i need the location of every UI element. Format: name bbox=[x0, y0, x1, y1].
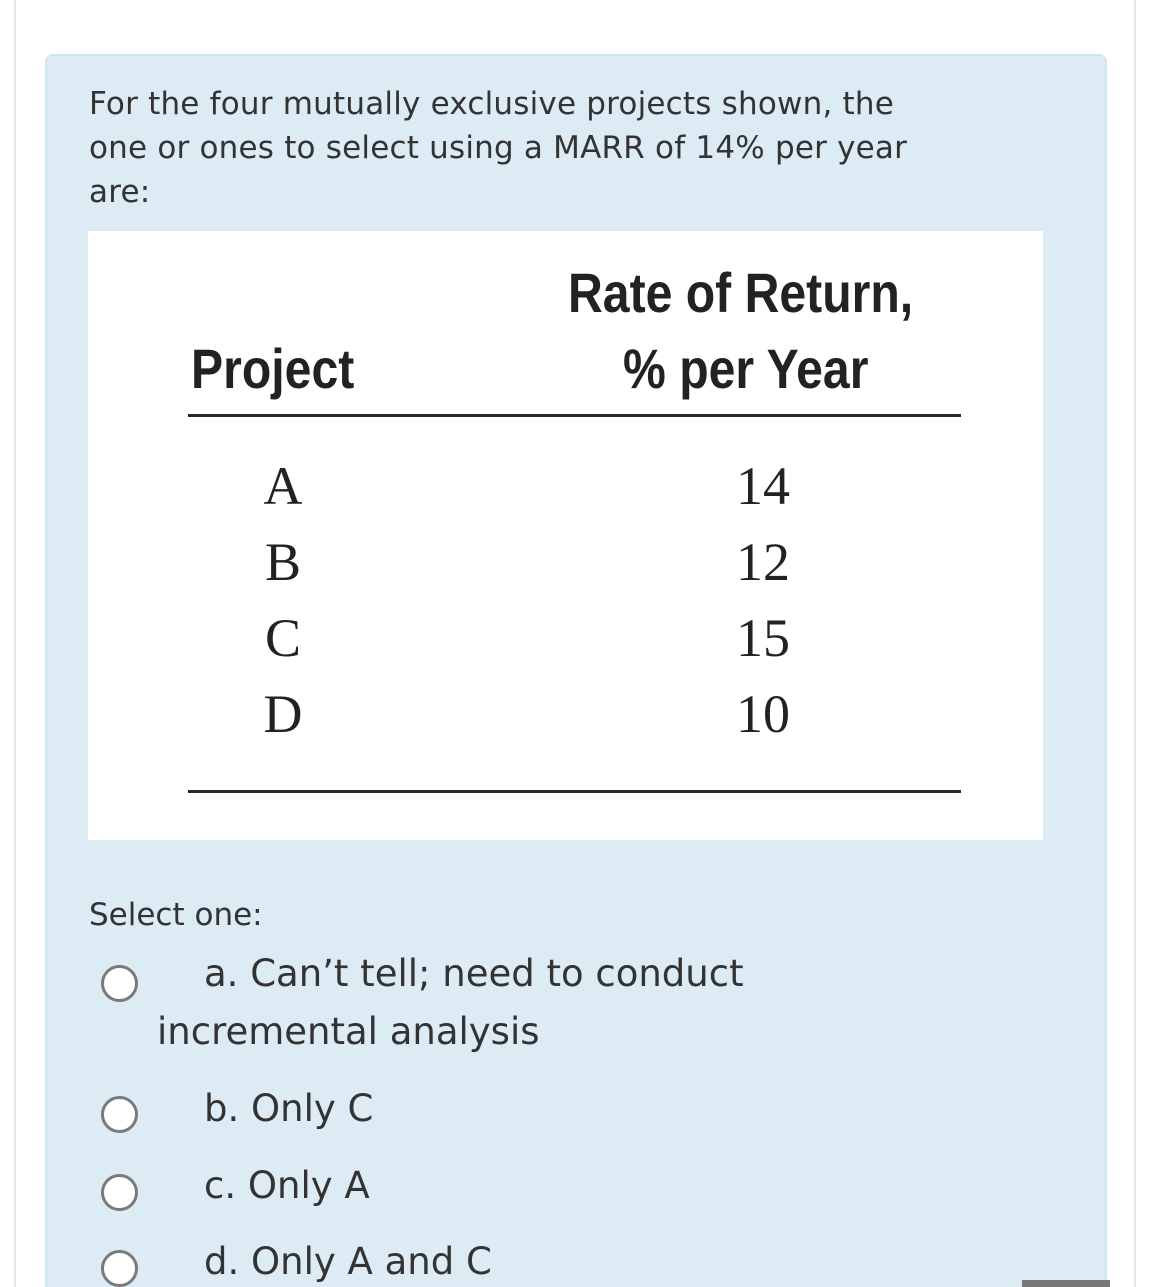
question-line-1: For the four mutually exclusive projects shown, the bbox=[89, 86, 895, 122]
option-b-label[interactable]: b. Only C bbox=[204, 1087, 374, 1130]
option-c-label[interactable]: c. Only A bbox=[204, 1164, 370, 1207]
page-frame-right bbox=[1134, 0, 1136, 1287]
radio-option-b[interactable] bbox=[101, 1096, 138, 1133]
table-header-project: Project bbox=[191, 337, 355, 400]
radio-option-d[interactable] bbox=[101, 1250, 138, 1287]
table-cell-rate: 14 bbox=[736, 456, 790, 516]
table-bottom-rule bbox=[188, 790, 961, 793]
rate-of-return-table bbox=[88, 231, 1043, 840]
option-a-label-continued[interactable]: incremental analysis bbox=[157, 1010, 540, 1053]
table-cell-project: B bbox=[264, 532, 302, 592]
table-cell-rate: 12 bbox=[736, 532, 790, 592]
question-line-3: are: bbox=[89, 174, 151, 210]
table-cell-rate: 10 bbox=[736, 684, 790, 744]
select-one-label: Select one: bbox=[89, 897, 263, 933]
radio-option-c[interactable] bbox=[101, 1174, 138, 1211]
table-cell-project: C bbox=[264, 608, 302, 668]
radio-option-a[interactable] bbox=[101, 965, 138, 1002]
scroll-indicator bbox=[1022, 1280, 1110, 1287]
option-a-label[interactable]: a. Can’t tell; need to conduct bbox=[204, 952, 744, 995]
table-cell-project: A bbox=[263, 456, 303, 516]
table-cell-rate: 15 bbox=[736, 608, 790, 668]
page-frame-left bbox=[14, 0, 16, 1287]
question-card bbox=[45, 54, 1107, 1287]
option-d-label[interactable]: d. Only A and C bbox=[204, 1240, 492, 1283]
question-text bbox=[89, 82, 1049, 214]
table-header-rate-line-2: % per Year bbox=[623, 337, 869, 400]
question-line-2: one or ones to select using a MARR of 14% per year bbox=[89, 130, 908, 166]
table-header-rule bbox=[188, 414, 961, 417]
table-header-rate-line-1: Rate of Return, bbox=[568, 261, 914, 324]
table-cell-project: D bbox=[263, 684, 303, 744]
